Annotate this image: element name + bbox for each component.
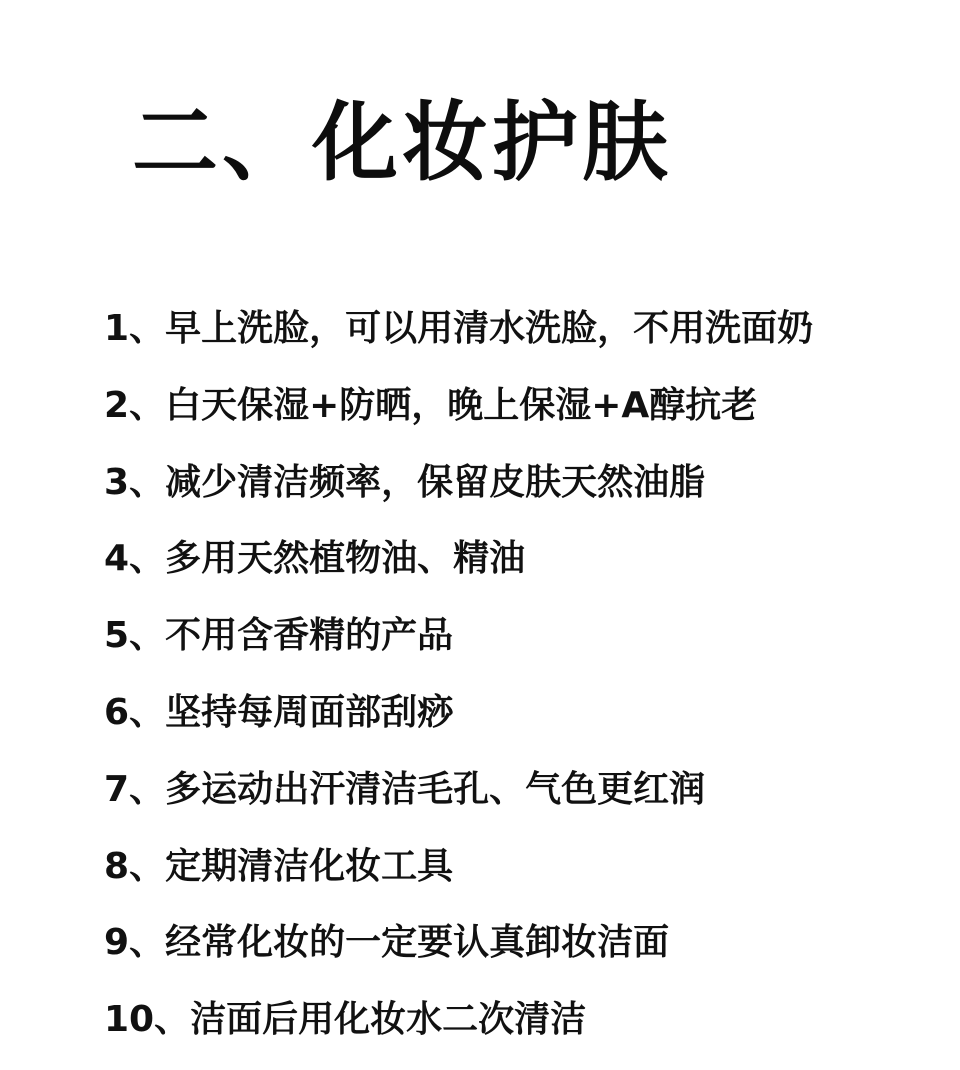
list-item bbox=[104, 916, 813, 993]
list-item bbox=[104, 840, 813, 917]
item-number: 6 bbox=[104, 691, 130, 733]
item-text: 、不用含香精的产品 bbox=[129, 615, 454, 657]
item-text: 、坚持每周面部刮痧 bbox=[129, 691, 454, 733]
item-number: 1 bbox=[104, 308, 130, 349]
list-item bbox=[104, 302, 813, 379]
item-text: 、早上洗脸，可以用清水洗脸，不用洗面奶 bbox=[129, 308, 814, 349]
list-item bbox=[104, 686, 813, 763]
item-text: 、定期清洁化妆工具 bbox=[129, 845, 454, 887]
item-text: 、洁面后用化妆水二次清洁 bbox=[154, 999, 587, 1041]
list-item bbox=[104, 609, 813, 686]
item-text: 、经常化妆的一定要认真卸妆洁面 bbox=[129, 922, 670, 964]
list-item bbox=[104, 993, 813, 1070]
page-title: 二、化妆护肤 bbox=[132, 93, 672, 193]
item-number: 4 bbox=[104, 538, 130, 580]
item-number: 10 bbox=[104, 999, 155, 1041]
item-text: 、减少清洁频率，保留皮肤天然油脂 bbox=[129, 461, 706, 503]
item-number: 9 bbox=[104, 922, 130, 964]
list-item bbox=[104, 456, 813, 533]
list-item bbox=[104, 379, 813, 456]
item-number: 7 bbox=[104, 768, 130, 810]
item-number: 5 bbox=[104, 615, 130, 657]
item-number: 3 bbox=[104, 461, 130, 503]
list-item bbox=[104, 532, 813, 609]
item-text: 、多用天然植物油、精油 bbox=[129, 538, 526, 580]
item-number: 8 bbox=[104, 845, 130, 887]
list-item bbox=[104, 763, 813, 840]
item-number: 2 bbox=[104, 384, 130, 426]
tips-list bbox=[104, 302, 813, 1070]
item-text: 、多运动出汗清洁毛孔、气色更红润 bbox=[129, 768, 706, 810]
item-text: 、白天保湿+防晒，晚上保湿+A醇抗老 bbox=[129, 384, 758, 426]
